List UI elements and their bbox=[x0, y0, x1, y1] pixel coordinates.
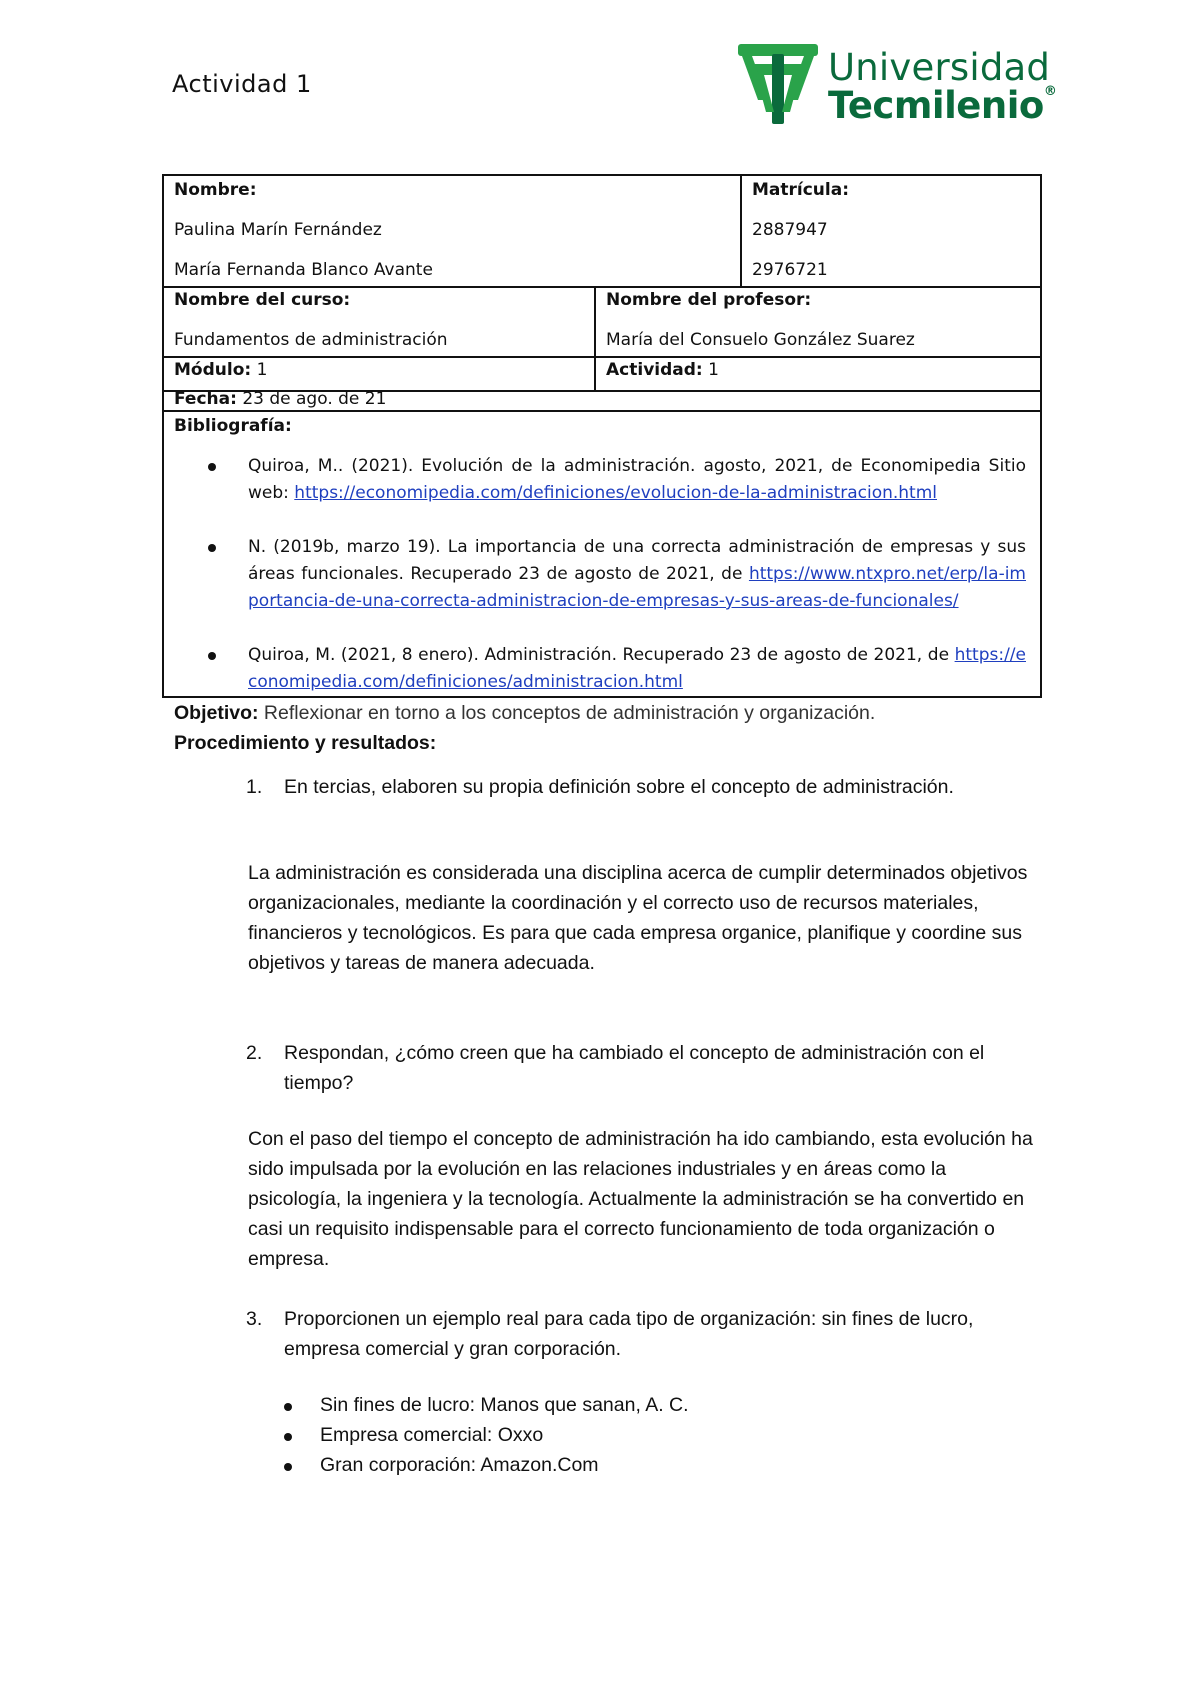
list-item: Sin fines de lucro: Manos que sanan, A. C. bbox=[320, 1394, 689, 1416]
objetivo-value: Reflexionar en torno a los conceptos de administración y organización. bbox=[258, 702, 876, 724]
table-divider bbox=[594, 286, 596, 392]
tecmilenio-leaf-logo-icon bbox=[738, 40, 818, 124]
student-name-1: Paulina Marín Fernández bbox=[174, 220, 382, 240]
reference-link[interactable]: https://economipedia.com/definiciones/evolucion-de-la-administracion.html bbox=[294, 483, 938, 503]
logo-text-universidad: Universidad bbox=[828, 46, 1051, 89]
list-item: Empresa comercial: Oxxo bbox=[320, 1424, 544, 1446]
profesor-value: María del Consuelo González Suarez bbox=[606, 330, 915, 350]
curso-label: Nombre del curso: bbox=[174, 290, 351, 310]
question-number-2: 2. bbox=[246, 1042, 263, 1064]
question-2: Respondan, ¿cómo creen que ha cambiado el concepto de administración con el tiempo? bbox=[284, 1042, 985, 1094]
bullet-icon bbox=[208, 463, 216, 471]
question-number-3: 3. bbox=[246, 1308, 263, 1330]
page-title: Actividad 1 bbox=[172, 70, 312, 98]
reference-link[interactable]: https://www.ntxpro.net/erp/la-importancia-de-una-correcta-administracion-de-empresas-y-sus-areas-de-funcionales/ bbox=[248, 564, 1026, 611]
bullet-icon bbox=[284, 1403, 292, 1411]
table-divider bbox=[740, 176, 742, 286]
student-name-2: María Fernanda Blanco Avante bbox=[174, 260, 433, 280]
question-3: Proporcionen un ejemplo real para cada tipo de organización: sin fines de lucro, empresa comercial y gran corporación. bbox=[284, 1308, 974, 1360]
procedimiento-heading: Procedimiento y resultados: bbox=[174, 732, 437, 754]
matricula-1: 2887947 bbox=[752, 220, 828, 240]
matricula-2: 2976721 bbox=[752, 260, 828, 280]
curso-value: Fundamentos de administración bbox=[174, 330, 448, 350]
answer-1: La administración es considerada una disciplina acerca de cumplir determinados objetivos organizacionales, mediante la coordinación y el correcto uso de recursos materiales, financieros y tecnológicos. Es para que cada empresa organice, planifique y coordine sus objetivos y tareas de manera adecuada. bbox=[248, 862, 1028, 974]
actividad-field: Actividad: 1 bbox=[606, 360, 719, 380]
answer-2: Con el paso del tiempo el concepto de administración ha ido cambiando, esta evolución ha sido impulsada por la evolución en las relaciones industriales y en áreas como la psicología, la ingeniera y la tecnología. Actualmente la administración se ha convertido en casi un requisito indispensable para el correcto funcionamiento de toda organización o empresa. bbox=[248, 1128, 1033, 1270]
list-item: Gran corporación: Amazon.Com bbox=[320, 1454, 599, 1476]
matricula-label: Matrícula: bbox=[752, 180, 850, 200]
nombre-label: Nombre: bbox=[174, 180, 257, 200]
bullet-icon bbox=[208, 652, 216, 660]
table-divider bbox=[164, 286, 1040, 288]
bullet-icon bbox=[208, 544, 216, 552]
bibliografia-label: Bibliografía: bbox=[174, 416, 292, 436]
student-info-table: Nombre: Paulina Marín Fernández María Fernanda Blanco Avante Matrícula: 2887947 2976721 Nombre del curso: Fundamentos de administración Nombre del profesor: María del Consuelo González Suarez Módulo: 1 Actividad: 1 Fecha: 23 de ago. de 21 Bibliografía: Quiroa, M.. (2021). Evolución de la administración. agosto, 2021, de Economipedia Sitio web: https://economipedia.com/definiciones/evolucion-de-la-administracion.html N. (2019b, marzo 19). La importancia de una correcta administración de empresas y sus áreas funcionales. Recuperado 23 de agosto de 2021, de https://www.ntxpro.net/erp/la-importancia-de-una-correcta-administracion-de-empresas-y-sus-areas-de-funcionales/ Quiroa, M. (2021, 8 enero). Administración. Recuperado 23 de agosto de 2021, de https://economipedia.com/definiciones/administracion.html bbox=[162, 174, 1042, 698]
table-divider bbox=[164, 410, 1040, 412]
question-1: En tercias, elaboren su propia definición sobre el concepto de administración. bbox=[284, 776, 954, 798]
reference-link[interactable]: https://economipedia.com/definiciones/administracion.html bbox=[248, 645, 1026, 692]
bullet-icon bbox=[284, 1433, 292, 1441]
objetivo-label: Objetivo: bbox=[174, 702, 259, 724]
bullet-icon bbox=[284, 1463, 292, 1471]
profesor-label: Nombre del profesor: bbox=[606, 290, 812, 310]
modulo-field: Módulo: 1 bbox=[174, 360, 268, 380]
question-number-1: 1. bbox=[246, 776, 263, 798]
fecha-field: Fecha: 23 de ago. de 21 bbox=[174, 389, 387, 409]
logo-text-tecmilenio: Tecmilenio® bbox=[828, 84, 1057, 127]
table-divider bbox=[164, 356, 1040, 358]
objetivo-line bbox=[174, 698, 1074, 728]
university-logo bbox=[738, 40, 1057, 132]
